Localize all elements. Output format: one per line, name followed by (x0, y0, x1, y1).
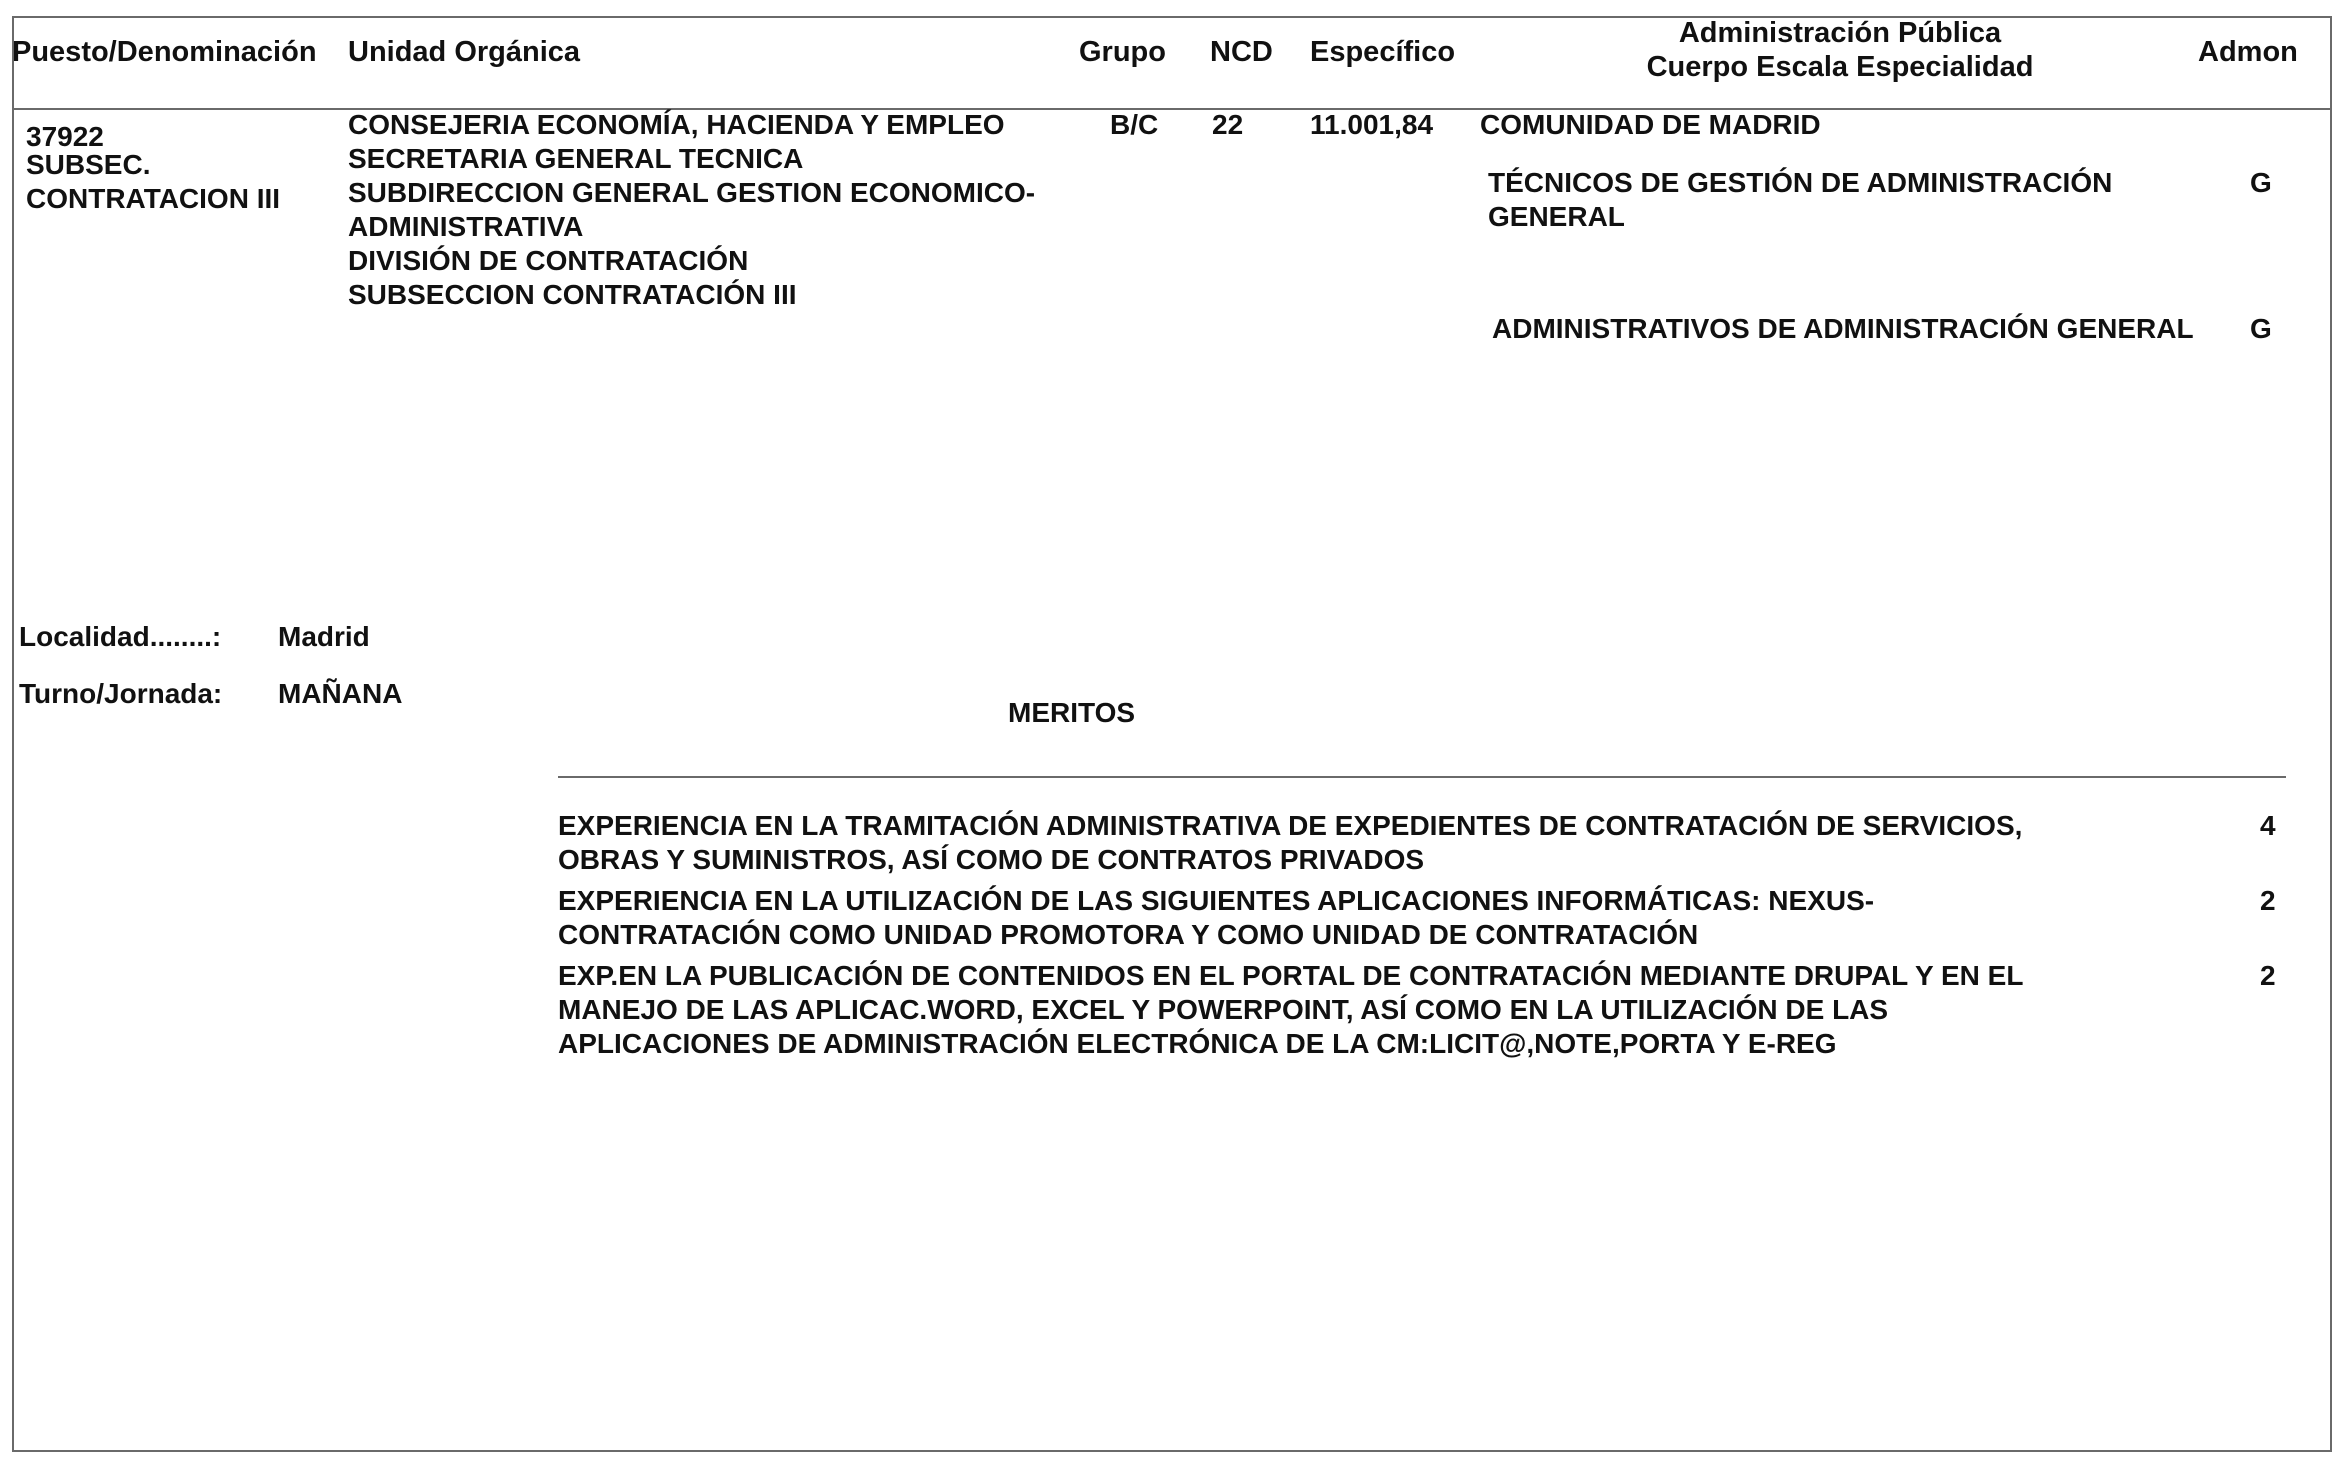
unidad-line: CONSEJERIA ECONOMÍA, HACIENDA Y EMPLEO (348, 109, 1005, 140)
merito-line: APLICACIONES DE ADMINISTRACIÓN ELECTRÓNICA DE LA CM:LICIT@,NOTE,PORTA Y E-REG (558, 1028, 1837, 1059)
header-admon: Admon (2198, 36, 2298, 68)
cuerpo-2-admon: G (2250, 313, 2272, 344)
meritos-title: MERITOS (1008, 697, 1136, 728)
unidad-line: DIVISIÓN DE CONTRATACIÓN (348, 245, 749, 276)
merito-line: EXPERIENCIA EN LA TRAMITACIÓN ADMINISTRATIVA DE EXPEDIENTES DE CONTRATACIÓN DE SERVICIOS, (558, 810, 2023, 841)
merito-item (558, 884, 1874, 952)
puesto-denominacion-2: CONTRATACION III (26, 183, 281, 214)
header-unidad: Unidad Orgánica (348, 36, 581, 68)
grupo-value: B/C (1110, 109, 1159, 140)
administracion-value: COMUNIDAD DE MADRID (1480, 109, 1821, 140)
puesto-codigo: 37922 (26, 121, 104, 152)
header-especifico: Específico (1310, 36, 1456, 68)
merito-points: 4 (2260, 810, 2276, 841)
merito-item (558, 809, 2022, 877)
cuerpo-line: TÉCNICOS DE GESTIÓN DE ADMINISTRACIÓN (1488, 167, 2113, 198)
header-admin-subheading: Cuerpo Escala Especialidad (1646, 51, 2034, 83)
meritos-divider (558, 776, 2286, 778)
merito-line: OBRAS Y SUMINISTROS, ASÍ COMO DE CONTRATOS PRIVADOS (558, 844, 1425, 875)
header-puesto: Puesto/Denominación (12, 36, 317, 68)
cuerpo-line: GENERAL (1488, 201, 1625, 232)
merito-points: 2 (2260, 885, 2276, 916)
ncd-value: 22 (1212, 109, 1244, 140)
merito-item (558, 959, 2023, 1061)
turno-value: MAÑANA (278, 678, 403, 709)
unidad-line: SUBDIRECCION GENERAL GESTION ECONOMICO- (348, 177, 1036, 208)
cuerpo-2 (1492, 312, 2194, 346)
especifico-value: 11.001,84 (1310, 109, 1434, 140)
header-grupo: Grupo (1079, 36, 1166, 68)
merito-points: 2 (2260, 960, 2276, 991)
unidad-line: SECRETARIA GENERAL TECNICA (348, 143, 804, 174)
localidad-value: Madrid (278, 621, 370, 652)
cuerpo-line: ADMINISTRATIVOS DE ADMINISTRACIÓN GENERAL (1492, 313, 2194, 344)
merito-line: EXP.EN LA PUBLICACIÓN DE CONTENIDOS EN EL PORTAL DE CONTRATACIÓN MEDIANTE DRUPAL Y EN EL (558, 960, 2024, 991)
header-admin-publica: Administración Pública (1678, 17, 2002, 49)
unidad-line: SUBSECCION CONTRATACIÓN III (348, 279, 797, 310)
localidad-label: Localidad........: (19, 621, 222, 652)
puesto-denominacion-1: SUBSEC. (26, 149, 151, 180)
unidad-organica (348, 108, 1035, 312)
turno-label: Turno/Jornada: (19, 678, 223, 709)
merito-line: CONTRATACIÓN COMO UNIDAD PROMOTORA Y COMO UNIDAD DE CONTRATACIÓN (558, 919, 1699, 950)
cuerpo-1 (1488, 166, 2112, 234)
merito-line: EXPERIENCIA EN LA UTILIZACIÓN DE LAS SIGUIENTES APLICACIONES INFORMÁTICAS: NEXUS- (558, 885, 1875, 916)
cuerpo-1-admon: G (2250, 167, 2272, 198)
merito-line: MANEJO DE LAS APLICAC.WORD, EXCEL Y POWERPOINT, ASÍ COMO EN LA UTILIZACIÓN DE LAS (558, 994, 1889, 1025)
unidad-line: ADMINISTRATIVA (348, 211, 584, 242)
header-ncd: NCD (1210, 36, 1273, 68)
